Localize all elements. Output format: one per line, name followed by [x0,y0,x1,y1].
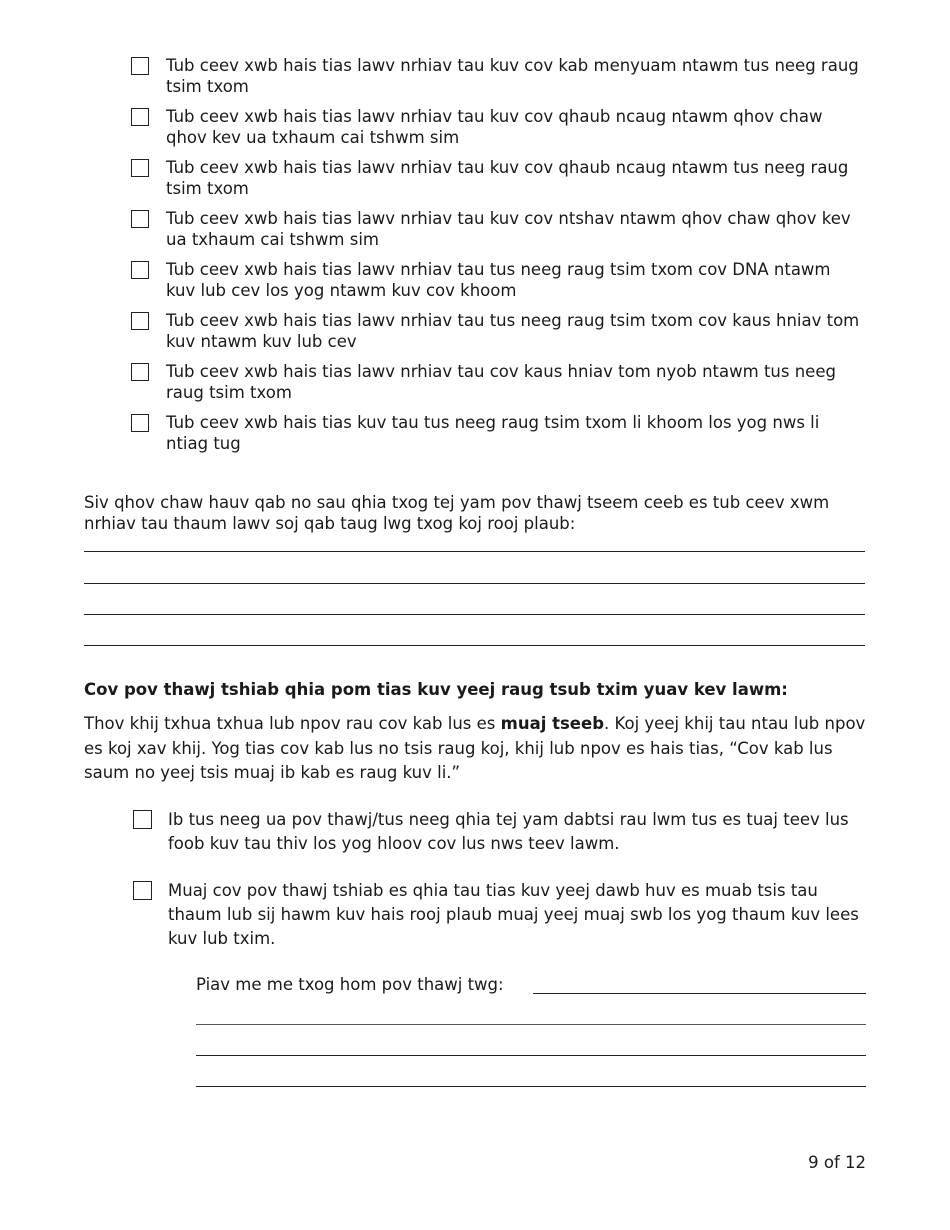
checklist-item-label: Tub ceev xwb hais tias lawv nrhiav tau tus neeg raug tsim txom cov DNA ntawm kuv lub cev los yog ntawm kuv cov khoom [166,260,831,300]
checklist-item-label: Tub ceev xwb hais tias lawv nrhiav tau kuv cov qhaub ncaug ntawm qhov chaw qhov kev ua txhaum cai tshwm sim [166,107,823,147]
new-evidence-option [133,879,863,951]
describe-answer-line[interactable] [196,1086,866,1087]
checklist-item [131,259,861,310]
instructions-text-start: Thov khij txhua txhua lub npov rau cov kab lus es [84,714,501,733]
describe-answer-line[interactable] [533,993,866,994]
write-in-line[interactable] [84,614,865,615]
checklist-item [131,157,861,208]
checklist-item [131,361,861,412]
write-in-line[interactable] [84,551,865,552]
option-label: Ib tus neeg ua pov thawj/tus neeg qhia tej yam dabtsi rau lwm tus es tuaj teev lus foob kuv tau thiv los yog hloov cov lus nws teev lawm. [168,810,849,853]
instructions-text-end: . Koj yeej khij tau ntau lub npov es koj xav khij. Yog tias cov kab lus no tsis raug koj, khij lub npov es hais tias, “Cov kab lus saum no yeej tsis muaj ib kab es raug kuv li.” [84,714,866,782]
other-evidence-prompt: Siv qhov chaw hauv qab no sau qhia txog tej yam pov thawj tseem ceeb es tub ceev xwm nrhiav tau thaum lawv soj qab taug lwg txog koj rooj plaub: [84,493,830,533]
checkbox[interactable] [131,414,149,432]
checklist-item [131,55,861,106]
checklist-item-label: Tub ceev xwb hais tias lawv nrhiav tau cov kaus hniav tom nyob ntawm tus neeg raug tsim txom [166,362,836,402]
checkbox[interactable] [131,312,149,330]
page-number: 9 of 12 [808,1153,866,1172]
describe-answer-line[interactable] [196,1055,866,1056]
checklist-item-label: Tub ceev xwb hais tias lawv nrhiav tau kuv cov qhaub ncaug ntawm tus neeg raug tsim txom [166,158,849,198]
new-evidence-option [133,808,863,856]
section-heading: Cov pov thawj tshiab qhia pom tias kuv yeej raug tsub txim yuav kev lawm: [84,680,788,699]
checkbox[interactable] [131,159,149,177]
describe-evidence-label: Piav me me txog hom pov thawj twg: [196,975,504,994]
checkbox[interactable] [131,57,149,75]
checkbox[interactable] [131,108,149,126]
describe-answer-line[interactable] [196,1024,866,1025]
checklist-item-label: Tub ceev xwb hais tias lawv nrhiav tau kuv cov ntshav ntawm qhov chaw qhov kev ua txhaum cai tshwm sim [166,209,851,249]
instructions-emphasis: muaj tseeb [500,714,604,733]
checklist-item-label: Tub ceev xwb hais tias lawv nrhiav tau kuv cov kab menyuam ntawm tus neeg raug tsim txom [166,56,859,96]
checklist-item-label: Tub ceev xwb hais tias kuv tau tus neeg raug tsim txom li khoom los yog nws li ntiag tug [166,413,820,453]
checkbox[interactable] [133,810,152,829]
checklist-item-label: Tub ceev xwb hais tias lawv nrhiav tau tus neeg raug tsim txom cov kaus hniav tom kuv ntawm kuv lub cev [166,311,860,351]
write-in-line[interactable] [84,583,865,584]
checkbox[interactable] [131,261,149,279]
checklist-item [131,412,861,463]
section-instructions [84,712,874,786]
checklist-item [131,106,861,157]
checklist-item [131,208,861,259]
option-label: Muaj cov pov thawj tshiab es qhia tau tias kuv yeej dawb huv es muab tsis tau thaum lub sij hawm kuv hais rooj plaub muaj yeej muaj swb los yog thaum kuv lees kuv lub txim. [168,881,859,948]
checkbox[interactable] [131,210,149,228]
checkbox[interactable] [133,881,152,900]
evidence-checklist [131,55,861,463]
checkbox[interactable] [131,363,149,381]
write-in-line[interactable] [84,645,865,646]
checklist-item [131,310,861,361]
